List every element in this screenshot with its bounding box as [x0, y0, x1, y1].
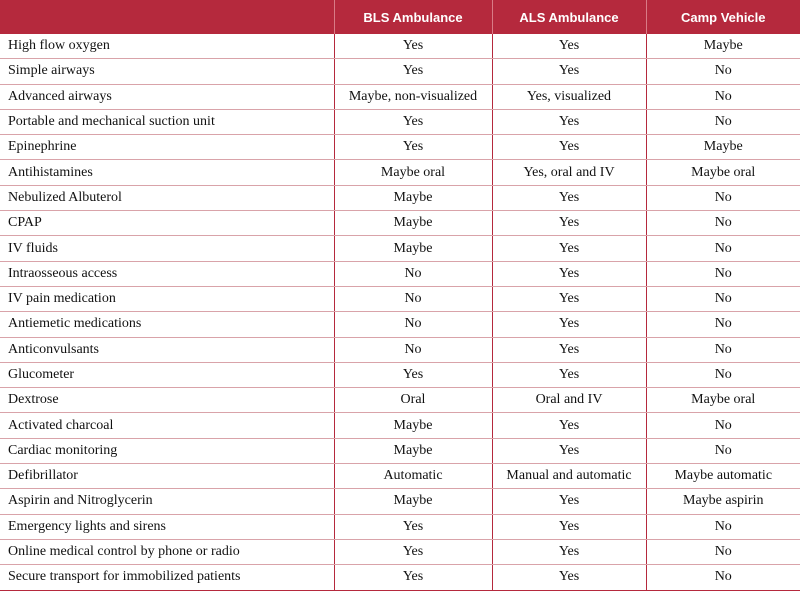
bls-cell: No — [334, 312, 492, 337]
camp-cell: No — [646, 565, 800, 590]
header-camp-vehicle: Camp Vehicle — [646, 0, 800, 34]
bls-cell: No — [334, 337, 492, 362]
table-row — [0, 59, 800, 84]
camp-cell: No — [646, 362, 800, 387]
table-row — [0, 489, 800, 514]
table-row — [0, 211, 800, 236]
als-cell: Yes — [492, 59, 646, 84]
bls-cell: Maybe oral — [334, 160, 492, 185]
feature-cell: Nebulized Albuterol — [0, 185, 334, 210]
camp-cell: No — [646, 312, 800, 337]
bls-cell: Yes — [334, 362, 492, 387]
als-cell: Yes, visualized — [492, 84, 646, 109]
bls-cell: Maybe — [334, 236, 492, 261]
als-cell: Yes — [492, 236, 646, 261]
camp-cell: No — [646, 438, 800, 463]
table-row — [0, 312, 800, 337]
camp-cell: No — [646, 286, 800, 311]
camp-cell: No — [646, 59, 800, 84]
table-row — [0, 337, 800, 362]
camp-cell: Maybe — [646, 135, 800, 160]
bls-cell: No — [334, 286, 492, 311]
als-cell: Yes — [492, 185, 646, 210]
feature-cell: Advanced airways — [0, 84, 334, 109]
als-cell: Yes — [492, 135, 646, 160]
table-body — [0, 34, 800, 590]
feature-cell: IV fluids — [0, 236, 334, 261]
feature-cell: Aspirin and Nitroglycerin — [0, 489, 334, 514]
bls-cell: Yes — [334, 514, 492, 539]
camp-cell: No — [646, 109, 800, 134]
table-row — [0, 261, 800, 286]
bls-cell: Maybe — [334, 211, 492, 236]
table-row — [0, 84, 800, 109]
table-row — [0, 438, 800, 463]
feature-cell: Epinephrine — [0, 135, 334, 160]
camp-cell: Maybe oral — [646, 388, 800, 413]
als-cell: Yes — [492, 211, 646, 236]
feature-cell: Cardiac monitoring — [0, 438, 334, 463]
als-cell: Manual and automatic — [492, 464, 646, 489]
bls-cell: Yes — [334, 135, 492, 160]
table-row — [0, 286, 800, 311]
feature-cell: Antiemetic medications — [0, 312, 334, 337]
feature-cell: Secure transport for immobilized patients — [0, 565, 334, 590]
feature-cell: Activated charcoal — [0, 413, 334, 438]
camp-cell: Maybe automatic — [646, 464, 800, 489]
bls-cell: Oral — [334, 388, 492, 413]
header-als-ambulance: ALS Ambulance — [492, 0, 646, 34]
table-row — [0, 160, 800, 185]
als-cell: Yes — [492, 438, 646, 463]
header-row — [0, 0, 800, 34]
als-cell: Oral and IV — [492, 388, 646, 413]
als-cell: Yes — [492, 109, 646, 134]
camp-cell: No — [646, 337, 800, 362]
bls-cell: Yes — [334, 539, 492, 564]
als-cell: Yes — [492, 261, 646, 286]
als-cell: Yes — [492, 489, 646, 514]
als-cell: Yes — [492, 34, 646, 59]
bls-cell: Yes — [334, 34, 492, 59]
bls-cell: Yes — [334, 59, 492, 84]
feature-cell: Anticonvulsants — [0, 337, 334, 362]
bls-cell: Maybe — [334, 489, 492, 514]
table-row — [0, 388, 800, 413]
feature-cell: Emergency lights and sirens — [0, 514, 334, 539]
table-row — [0, 236, 800, 261]
camp-cell: No — [646, 185, 800, 210]
feature-cell: Dextrose — [0, 388, 334, 413]
als-cell: Yes, oral and IV — [492, 160, 646, 185]
bls-cell: Automatic — [334, 464, 492, 489]
camp-cell: No — [646, 211, 800, 236]
bls-cell: Maybe — [334, 413, 492, 438]
als-cell: Yes — [492, 286, 646, 311]
table-row — [0, 362, 800, 387]
als-cell: Yes — [492, 362, 646, 387]
table-row — [0, 185, 800, 210]
feature-cell: Online medical control by phone or radio — [0, 539, 334, 564]
als-cell: Yes — [492, 514, 646, 539]
bls-cell: Maybe, non-visualized — [334, 84, 492, 109]
feature-cell: CPAP — [0, 211, 334, 236]
table-row — [0, 539, 800, 564]
camp-cell: No — [646, 413, 800, 438]
camp-cell: Maybe aspirin — [646, 489, 800, 514]
table-header — [0, 0, 800, 34]
als-cell: Yes — [492, 565, 646, 590]
als-cell: Yes — [492, 337, 646, 362]
camp-cell: No — [646, 539, 800, 564]
feature-cell: Defibrillator — [0, 464, 334, 489]
table-row — [0, 514, 800, 539]
camp-cell: No — [646, 84, 800, 109]
bls-cell: Maybe — [334, 438, 492, 463]
als-cell: Yes — [492, 312, 646, 337]
feature-cell: Intraosseous access — [0, 261, 334, 286]
table-row — [0, 413, 800, 438]
table-row — [0, 34, 800, 59]
bls-cell: Yes — [334, 565, 492, 590]
bls-cell: Yes — [334, 109, 492, 134]
camp-cell: Maybe oral — [646, 160, 800, 185]
camp-cell: No — [646, 261, 800, 286]
header-bls-ambulance: BLS Ambulance — [334, 0, 492, 34]
als-cell: Yes — [492, 413, 646, 438]
als-cell: Yes — [492, 539, 646, 564]
feature-cell: Simple airways — [0, 59, 334, 84]
camp-cell: No — [646, 236, 800, 261]
camp-cell: No — [646, 514, 800, 539]
table-row — [0, 109, 800, 134]
feature-cell: High flow oxygen — [0, 34, 334, 59]
table-row — [0, 565, 800, 590]
bls-cell: No — [334, 261, 492, 286]
feature-cell: IV pain medication — [0, 286, 334, 311]
feature-cell: Glucometer — [0, 362, 334, 387]
header-feature — [0, 0, 334, 34]
table-row — [0, 464, 800, 489]
bls-cell: Maybe — [334, 185, 492, 210]
camp-cell: Maybe — [646, 34, 800, 59]
feature-cell: Antihistamines — [0, 160, 334, 185]
feature-cell: Portable and mechanical suction unit — [0, 109, 334, 134]
table-row — [0, 135, 800, 160]
